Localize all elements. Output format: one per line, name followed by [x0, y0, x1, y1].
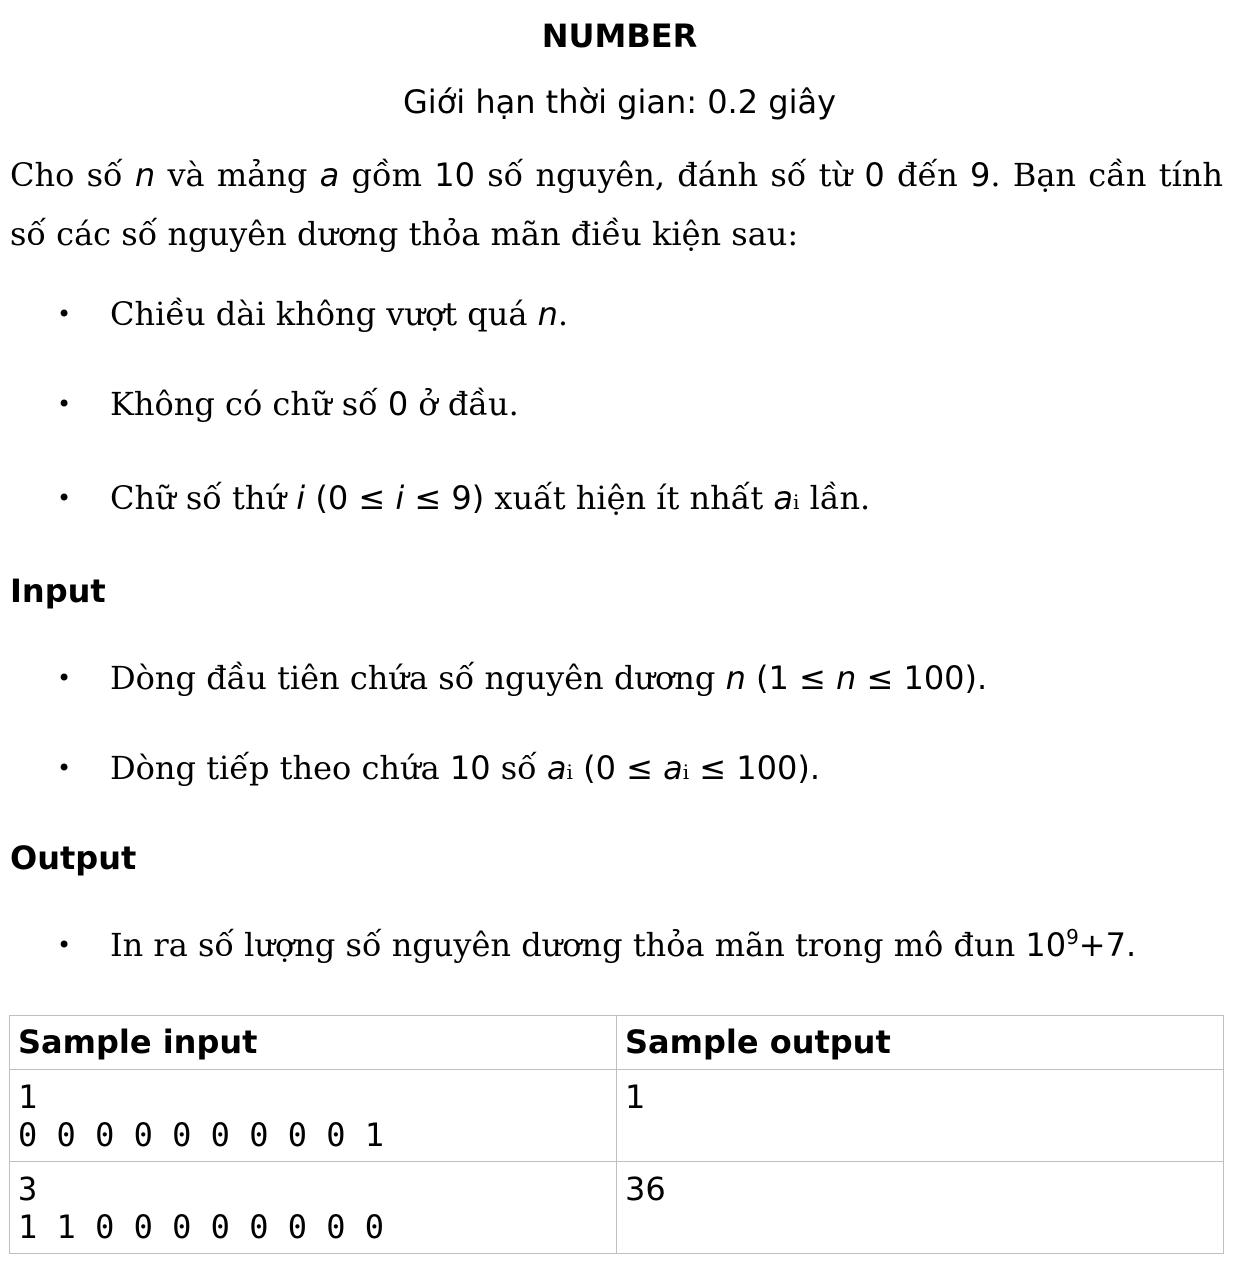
condition-item	[0, 478, 1239, 518]
bullet-icon: •	[57, 390, 72, 418]
problem-description	[10, 146, 1223, 264]
sample-input-line: 0 0 0 0 0 0 0 0 0 1	[18, 1116, 385, 1154]
subscript: i	[566, 760, 573, 784]
input-item	[0, 748, 1239, 788]
var-a: a	[773, 479, 794, 517]
table-header-row	[10, 1016, 1224, 1070]
sample-input-line: 1 1 0 0 0 0 0 0 0 0	[18, 1208, 385, 1246]
intro-text: đến	[884, 156, 971, 194]
math-text: ≤ 100).	[856, 659, 988, 697]
math-text: +7.	[1078, 926, 1137, 964]
superscript: 9	[1066, 925, 1079, 949]
bullet-icon: •	[57, 754, 72, 782]
text: Dòng đầu tiên chứa số nguyên dương	[110, 659, 726, 697]
var-i: i	[395, 479, 405, 517]
input-text	[110, 748, 820, 792]
math-text: (0 ≤	[305, 479, 396, 517]
sample-output-cell	[617, 1162, 1224, 1254]
text: Không có chữ số	[110, 385, 388, 423]
var-n: n	[537, 295, 558, 333]
bullet-icon: •	[57, 484, 72, 512]
condition-item	[0, 384, 1239, 424]
text: ở đầu.	[408, 385, 519, 423]
intro-text: . Bạn cần tính số các số nguyên dương thỏa mãn điều kiện sau:	[10, 156, 1224, 253]
time-limit: Giới hạn thời gian: 0.2 giây	[403, 83, 836, 121]
number: 0	[387, 385, 409, 423]
samples-table	[9, 1015, 1224, 1254]
condition-item	[0, 294, 1239, 334]
sample-output-value: 36	[625, 1170, 666, 1208]
problem-title: NUMBER	[541, 17, 698, 55]
var-n: n	[836, 659, 857, 697]
sample-input-cell	[10, 1162, 617, 1254]
bullet-icon: •	[57, 300, 72, 328]
text: lần.	[799, 479, 871, 517]
output-item	[0, 925, 1239, 965]
number: 9	[970, 156, 991, 194]
condition-text	[110, 384, 519, 424]
math-text: (1 ≤	[745, 659, 837, 697]
intro-text: và mảng	[155, 156, 320, 194]
input-text	[110, 658, 987, 698]
subscript: i	[682, 760, 690, 784]
input-item	[0, 658, 1239, 698]
number: 10	[1025, 926, 1067, 964]
bullet-icon: •	[57, 664, 72, 692]
number: 0	[864, 156, 885, 194]
math-text: ≤ 100).	[689, 749, 821, 787]
text: Chiều dài không vượt quá	[110, 295, 538, 333]
output-text	[110, 925, 1136, 965]
subscript: i	[793, 490, 800, 514]
condition-text	[110, 294, 568, 334]
condition-text	[110, 478, 870, 522]
bullet-icon: •	[57, 931, 72, 959]
text: .	[557, 295, 569, 333]
sample-input-line: 3	[18, 1170, 38, 1208]
var-i: i	[296, 479, 306, 517]
var-a: a	[319, 156, 340, 194]
text: xuất hiện ít nhất	[484, 479, 774, 517]
text: In ra số lượng số nguyên dương thỏa mãn trong mô đun	[110, 926, 1026, 964]
intro-text: gồm	[339, 156, 435, 194]
sample-output-value: 1	[625, 1078, 646, 1116]
table-row	[10, 1070, 1224, 1162]
table-row	[10, 1162, 1224, 1254]
sample-output-header: Sample output	[617, 1016, 1224, 1070]
intro-text: Cho số	[10, 156, 135, 194]
math-text: ≤ 9)	[404, 479, 485, 517]
number: 10	[449, 749, 491, 787]
sample-output-cell	[617, 1070, 1224, 1162]
input-heading: Input	[10, 572, 106, 610]
text: Dòng tiếp theo chứa	[110, 749, 450, 787]
output-heading: Output	[10, 839, 137, 877]
var-n: n	[725, 659, 746, 697]
var-a: a	[663, 749, 683, 787]
text: Chữ số thứ	[110, 479, 297, 517]
sample-input-header: Sample input	[10, 1016, 617, 1070]
sample-input-line: 1	[18, 1078, 38, 1116]
intro-text: số nguyên, đánh số từ	[474, 156, 865, 194]
math-text: (0 ≤	[572, 749, 664, 787]
text: số	[490, 749, 547, 787]
number: 10	[434, 156, 475, 194]
var-a: a	[546, 749, 567, 787]
var-n: n	[134, 156, 156, 194]
sample-input-cell	[10, 1070, 617, 1162]
